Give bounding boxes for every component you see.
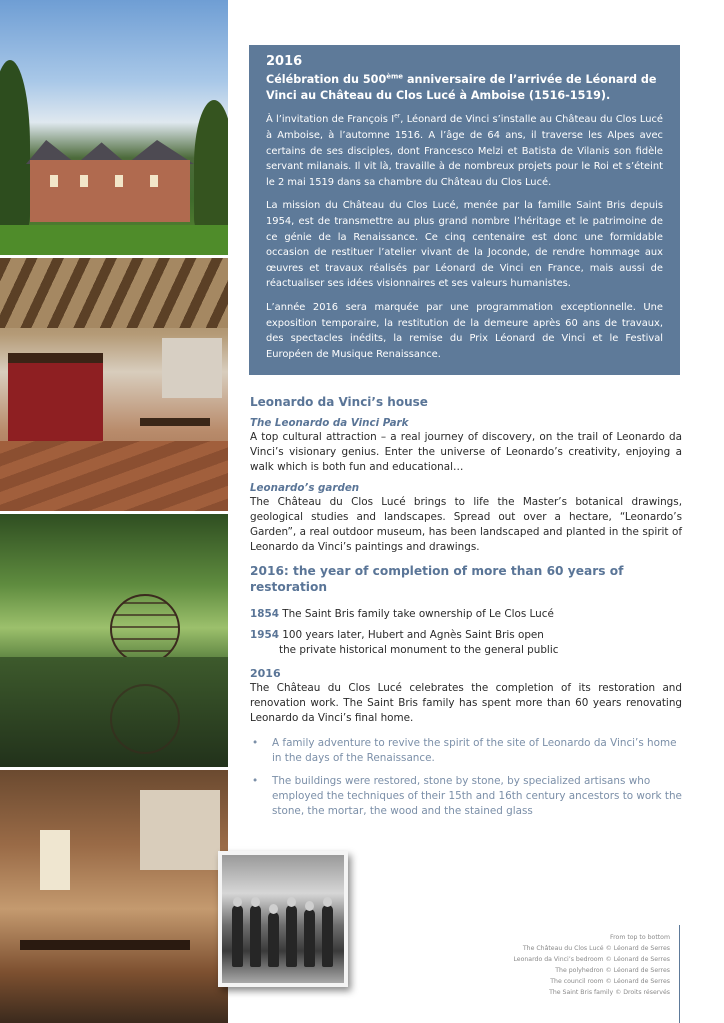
credit-line: The Château du Clos Lucé © Léonard de Serres: [522, 945, 670, 952]
window-shape: [50, 175, 58, 187]
credit-line: From top to bottom: [610, 934, 670, 941]
year-2016-heading: 2016: [250, 667, 281, 680]
person-head-shape: [233, 897, 242, 907]
person-shape: [232, 905, 243, 967]
person-head-shape: [305, 901, 314, 911]
photo-chateau-exterior: [0, 0, 228, 255]
fireplace-hood-shape: [140, 790, 220, 870]
english-content: [250, 394, 682, 827]
intro-title: [266, 72, 663, 104]
year-2016-paragraph: The Château du Clos Lucé celebrates the completion of its restoration and renovation work. The Saint Bris family has spent more than 60 years renovating Leonardo da Vinci’s final home.: [250, 682, 682, 724]
intro-title-part1: Célébration du 500: [266, 73, 387, 86]
credit-line: Leonardo da Vinci’s bedroom © Léonard de Serres: [513, 956, 670, 963]
timeline-1954-continued: the private historical monument to the general public: [279, 644, 559, 656]
timeline-text: The Saint Bris family take ownership of Le Clos Lucé: [278, 608, 554, 620]
timeline-year: 1954: [250, 629, 279, 641]
person-shape: [250, 905, 261, 967]
person-shape: [304, 909, 315, 967]
intro-paragraph-1: [266, 112, 663, 190]
credit-line: The Saint Bris family © Droits réservés: [549, 989, 670, 996]
credits-divider: [679, 925, 680, 1023]
restoration-heading: 2016: the year of completion of more than 60 years of restoration: [250, 564, 624, 594]
photo-council-room: [0, 770, 228, 1023]
house-heading: Leonardo da Vinci’s house: [250, 395, 428, 409]
window-shape: [40, 830, 70, 890]
garden-paragraph: The Château du Clos Lucé brings to life the Master’s botanical drawings, geological studies and landscapes. Spread out over a hectare, “Leonardo’s Garden”, a real outdoor museum, has been landscaped and planted in the spirit of Leonardo da Vinci’s paintings and drawings.: [250, 496, 682, 553]
council-table-shape: [20, 940, 190, 950]
intro-paragraph-2: La mission du Château du Clos Lucé, menée par la famille Saint Bris depuis 1954, est de transmettre au plus grand nombre l’héritage et le patrimoine de ce génie de la Renaissance. Ce cinq centenaire est donc une formidable occasion de restituer l’atelier vivant de la Joconde, de rendre hommage aux œuvres et travaux réalisés par Léonard de Vinci en France, mais aussi de réactualiser ses idées visionnaires et ses valeurs humanistes.: [266, 200, 663, 290]
timeline-year: 1854: [250, 608, 279, 620]
photo-polyhedron: [0, 514, 228, 767]
bullet-item: [250, 736, 682, 766]
photo-bedroom: [0, 258, 228, 511]
lawn-shape: [0, 225, 228, 255]
restoration-bullet-list: [250, 736, 682, 819]
tree-shape: [194, 100, 228, 230]
timeline-text: 100 years later, Hubert and Agnès Saint Bris open: [278, 629, 544, 641]
fireplace-shape: [162, 338, 222, 398]
intro-p1-a: À l’invitation de François I: [266, 114, 395, 126]
bullet-dot: •: [252, 775, 259, 787]
window-shape: [115, 175, 123, 187]
bullet-text: The buildings were restored, stone by stone, by specialized artisans who employed the techniques of their 15th and 16th century ancestors to work the stone, the mortar, the wood and the stained glass: [272, 775, 682, 817]
chateau-facade-shape: [30, 160, 190, 222]
park-subheading: The Leonardo da Vinci Park: [250, 417, 409, 429]
polyhedron-sphere-shape: [110, 594, 180, 664]
person-head-shape: [323, 897, 332, 907]
canopy-bed-shape: [8, 353, 103, 448]
credit-line: The council room © Léonard de Serres: [550, 978, 670, 985]
intro-p1-sup: er: [394, 113, 401, 121]
garden-subheading: Leonardo’s garden: [250, 482, 360, 494]
person-head-shape: [251, 897, 260, 907]
family-photo-image: [222, 855, 344, 983]
person-shape: [268, 912, 279, 967]
park-paragraph: A top cultural attraction – a real journey of discovery, on the trail of Leonardo da Vinci’s visionary genius. Enter the universe of Leonardo’s creativity, enjoying a walk which is both fun and educational…: [250, 431, 682, 473]
tree-shape: [0, 60, 30, 230]
person-shape: [286, 905, 297, 967]
ceiling-beams-shape: [0, 258, 228, 328]
timeline-1854: [250, 607, 682, 622]
intro-title-part2: anniversaire de l’arrivée de Léonard de Vinci au Château du Clos Lucé à Amboise (1516-1519).: [266, 73, 657, 103]
photo-saint-bris-family: [218, 851, 348, 987]
tiled-floor-shape: [0, 441, 228, 511]
window-shape: [80, 175, 88, 187]
intro-year: 2016: [266, 54, 303, 69]
intro-paragraph-3: L’année 2016 sera marquée par une programmation exceptionnelle. Une exposition temporaire, la restitution de la demeure après 60 ans de travaux, des spectacles inédits, la remise du Prix Léonard de Vinci et le Festival Européen de Musique Renaissance.: [266, 301, 663, 360]
bullet-item: [250, 774, 682, 819]
french-intro-box: [249, 45, 680, 375]
person-shape: [322, 905, 333, 967]
person-head-shape: [269, 904, 278, 914]
bullet-text: A family adventure to revive the spirit of the site of Leonardo da Vinci’s home in the days of the Renaissance.: [272, 737, 677, 764]
polyhedron-reflection-shape: [110, 684, 180, 754]
intro-p1-b: , Léonard de Vinci s’installe au Château du Clos Lucé à Amboise, à l’automne 1516. A l’âge de 64 ans, il traverse les Alpes avec certains de ses disciples, dont Francesco Melzi et Batista de Vilanis son fidèle servant milanais. Il vit là, travaille à de nombreux projets pour le Roi et s’éteint le 2 mai 1519 dans sa chambre du Château du Clos Lucé.: [266, 114, 663, 188]
photo-credits: [513, 932, 670, 998]
credit-line: The polyhedron © Léonard de Serres: [555, 967, 670, 974]
window-shape: [150, 175, 158, 187]
table-shape: [140, 418, 210, 426]
bullet-dot: •: [252, 737, 259, 749]
person-head-shape: [287, 897, 296, 907]
intro-title-sup: ème: [386, 72, 404, 81]
timeline-1954: [250, 628, 682, 643]
